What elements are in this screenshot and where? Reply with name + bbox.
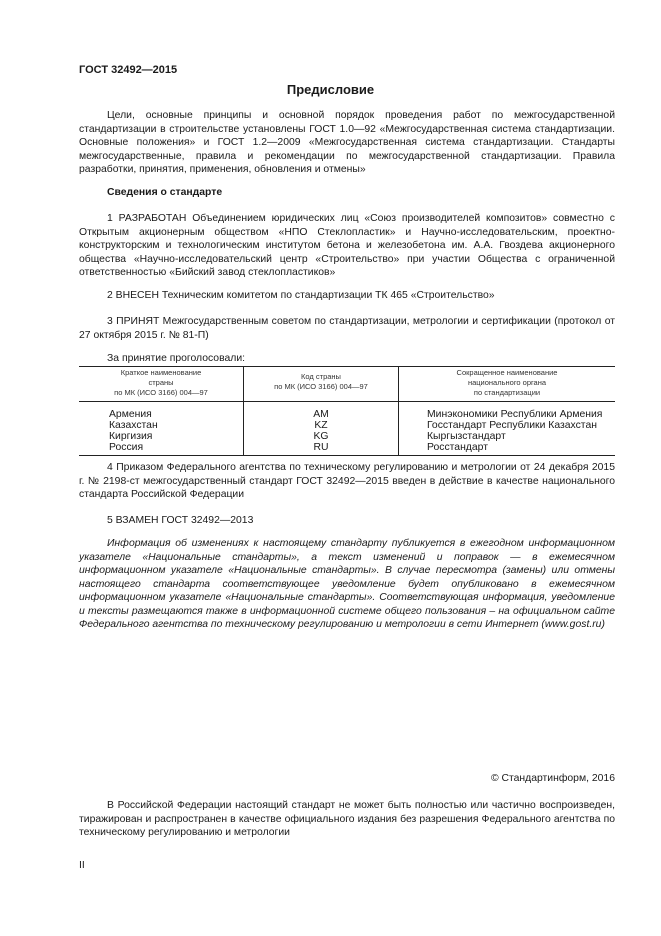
copyright-line: © Стандартинформ, 2016: [490, 773, 615, 784]
vote-table-label: За принятие проголосовали:: [107, 353, 246, 364]
header-body: Сокращенное наименование национального органа по стандартизации: [399, 367, 616, 402]
country-cell: Армения: [79, 402, 244, 421]
page-title: Предисловие: [286, 82, 375, 97]
notice-paragraph: Информация об изменениях к настоящему стандарту публикуется в ежегодном информационном указателе «Национальные стандарты», а текст изменений и поправок — в ежемесячном информационном указателе «Национальные стандарты». В случае пересмотра (замены) или отмены настоящего стандарта соответствующее уведомление будет опубликовано в ежемесячном информационном указателе «Национальные стандарты». Соответствующая информация, уведомление и тексты размещаются также в информационной системе общего пользования – на официальном сайте Федерального агентства по техническому регулированию и метрологии в сети Интернет (www.gost.ru): [79, 538, 615, 630]
info-heading: Сведения о стандарте: [107, 187, 223, 198]
item-replaces: 5 ВЗАМЕН ГОСТ 32492—2013: [107, 515, 254, 526]
table-row: [79, 402, 615, 421]
body-cell: Кыргызстандарт: [399, 431, 616, 442]
country-cell: Киргизия: [79, 431, 244, 442]
code-cell: KZ: [244, 420, 399, 431]
code-cell: AM: [244, 402, 399, 421]
item-enacted: 4 Приказом Федерального агентства по техническому регулированию и метрологии от 24 декабря 2015 г. № 2198-ст межгосударственный стандарт ГОСТ 32492—2015 введен в действие в качестве национального стандарта Российской Федерации: [79, 462, 615, 500]
page-number: II: [79, 860, 85, 871]
body-cell: Госстандарт Республики Казахстан: [399, 420, 616, 431]
table-row: [79, 431, 615, 442]
code-cell: RU: [244, 442, 399, 456]
body-cell: Росстандарт: [399, 442, 616, 456]
intro-paragraph: Цели, основные принципы и основной порядок проведения работ по межгосударственной стандартизации в строительстве установлены ГОСТ 1.0—92 «Межгосударственная система стандартизации. Основные положения» и ГОСТ 1.2—2009 «Межгосударственная система стандартизации. Стандарты межгосударственные, правила и рекомендации по межгосударственной стандартизации. Правила разработки, принятия, применения, обновления и отмены»: [79, 110, 615, 175]
code-cell: KG: [244, 431, 399, 442]
vote-table: [79, 366, 615, 456]
country-cell: Россия: [79, 442, 244, 456]
item-developed: 1 РАЗРАБОТАН Объединением юридических лиц «Союз производителей композитов» совместно с Открытым акционерным обществом «НПО Стеклопластик» и Научно-исследовательским, проектно-конструкторским и технологическим институтом бетона и железобетона им. А.А. Гвоздева акционерного общества «Научно-исследовательский центр «Строительство» при участии Общества с ограниченной ответственностью «Бийский завод стеклопластиков»: [79, 213, 615, 278]
item-adopted: 3 ПРИНЯТ Межгосударственным советом по стандартизации, метрологии и сертификации (протокол от 27 октября 2015 г. № 81-П): [79, 316, 615, 341]
table-row: [79, 420, 615, 431]
header-country: Краткое наименование страны по МК (ИСО 3166) 004—97: [79, 367, 244, 402]
document-code-header: ГОСТ 32492—2015: [79, 64, 178, 76]
body-cell: Минэкономики Республики Армения: [399, 402, 616, 421]
country-cell: Казахстан: [79, 420, 244, 431]
rights-paragraph: В Российской Федерации настоящий стандарт не может быть полностью или частично воспроизведен, тиражирован и распространен в качестве официального издания без разрешения Федерального агентства по техническому регулированию и метрологии: [79, 800, 615, 838]
item-submitted: 2 ВНЕСЕН Техническим комитетом по стандартизации ТК 465 «Строительство»: [107, 290, 495, 301]
table-row: [79, 442, 615, 456]
header-code: Код страны по МК (ИСО 3166) 004—97: [244, 367, 399, 402]
